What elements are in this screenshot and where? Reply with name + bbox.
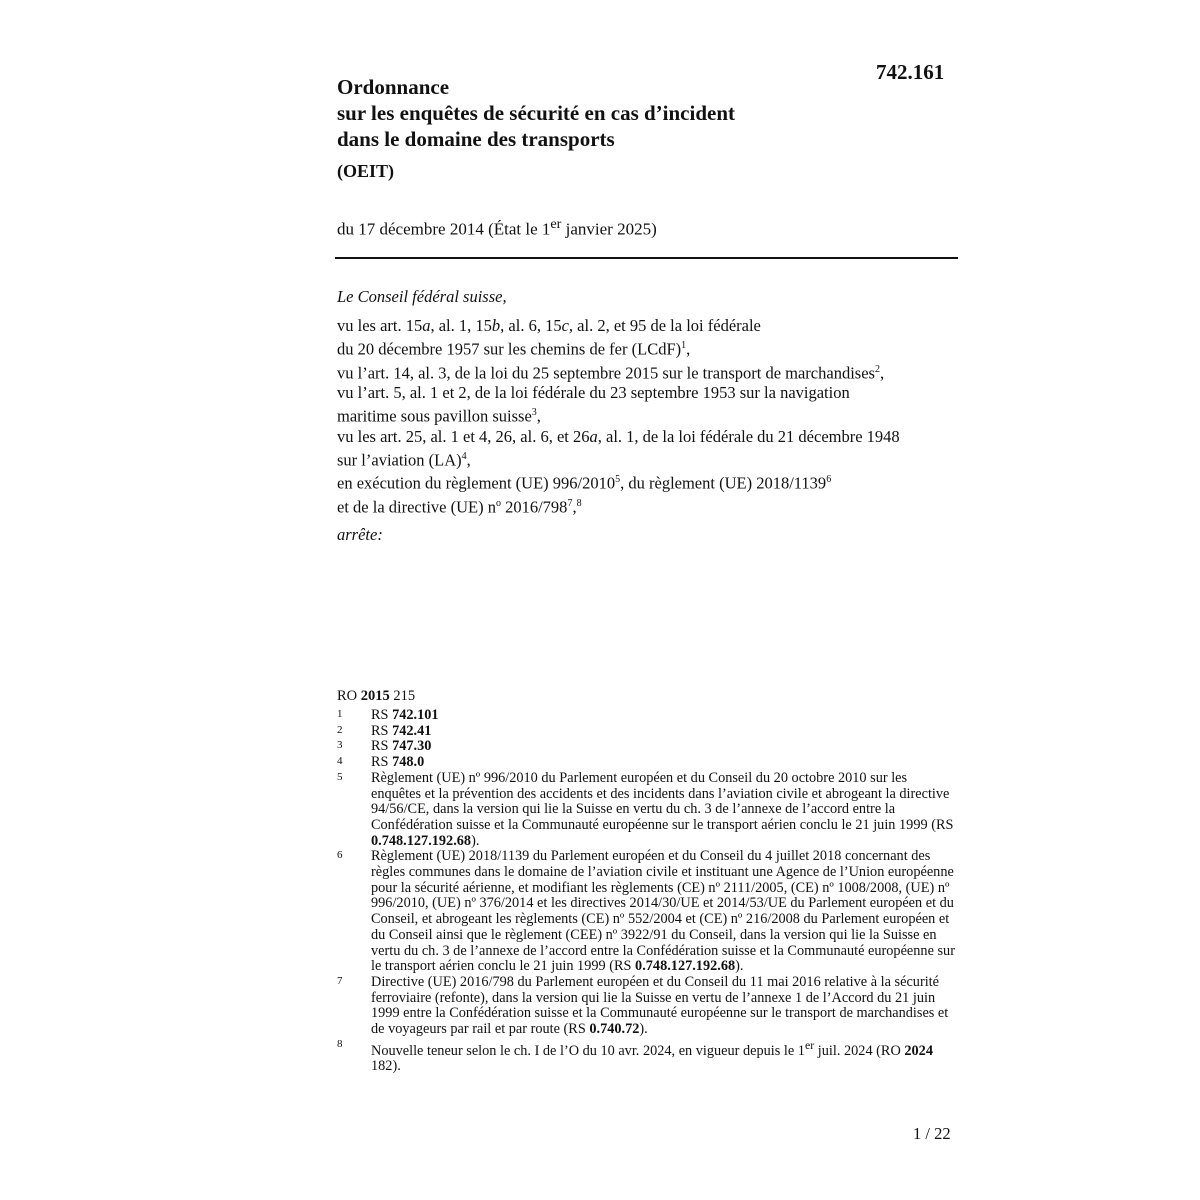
footnote: 7 Directive (UE) 2016/798 du Parlement européen et du Conseil du 11 mai 2016 relative à la sécurité ferroviaire (refonte), dans la version qui lie la Suisse en vertu de l’annexe 1 de l’Accord du 21 juin 1999 entre la Confédération suisse et la Communauté européenne sur le transport de marchandises et de voyageurs par rail et par route (RS 0.740.72). [337, 973, 949, 1038]
rs-link[interactable]: 748.0 [392, 754, 425, 771]
date-prefix: du 17 décembre 2014 (État le 1 [337, 219, 551, 239]
preamble-line: vu les art. 25, al. 1 et 4, 26, al. 6, et 26a, al. 1, de la loi fédérale du 21 décembre 1948 [337, 426, 900, 446]
footnote-ref[interactable]: 2 [874, 363, 880, 375]
footnote-ref[interactable]: 6 [826, 474, 832, 485]
horizontal-rule [335, 257, 958, 259]
date-line [337, 216, 657, 240]
rs-link[interactable]: 742.101 [392, 707, 439, 723]
footnote: 1 RS 742.101 [337, 707, 439, 723]
title-line: dans le domaine des transports [337, 127, 615, 151]
footnote-ref[interactable]: 1 [681, 340, 687, 351]
preamble [337, 287, 977, 545]
rs-link[interactable]: 0.748.127.192.68 [371, 832, 472, 849]
rs-link[interactable]: 0.740.72 [589, 1021, 640, 1038]
footnote: 5 Règlement (UE) nº 996/2010 du Parlement européen et du Conseil du 20 octobre 2010 sur les enquêtes et la prévention des accidents et des incidents dans l’aviation civile et abrogeant la directive 94/56/CE, dans la version qui lie la Suisse en vertu du ch. 3 de l’annexe de l’accord entre la Confédération suisse et la Communauté européenne sur le transport aérien conclu le 21 juin 1999 (RS 0.748.127.192.68). [337, 769, 954, 849]
rs-link[interactable]: 747.30 [392, 738, 432, 755]
title-line: Ordonnance [337, 75, 450, 99]
preamble-line: vu l’art. 14, al. 3, de la loi du 25 septembre 2015 sur le transport de marchandises$^2$, [337, 363, 885, 382]
rs-link[interactable]: 0.748.127.192.68 [635, 958, 736, 975]
preamble-line: vu les art. 15a, al. 1, 15b, al. 6, 15c, al. 2, et 95 de la loi fédérale [337, 316, 761, 335]
ro-reference: RO 2015 215 [337, 688, 416, 704]
footnote-ref[interactable]: 4 [461, 450, 467, 462]
preamble-line: du 20 décembre 1957 sur les chemins de fer (LCdF)$^1$, [337, 339, 691, 359]
footnote-ref[interactable]: 3 [531, 407, 537, 418]
preamble-line: en exécution du règlement (UE) 996/2010$^5$, du règlement (UE) 2018/1139$^6$ [337, 473, 832, 493]
title-line: sur les enquêtes de sécurité en cas d’incident [337, 101, 736, 125]
footnote: 6 Règlement (UE) 2018/1139 du Parlement européen et du Conseil du 4 juillet 2018 concernant des règles communes dans le domaine de l’aviation civile et instituant une Agence de l’Union européenne pour la sécurité aérienne, et modifiant les règlements (CE) nº 2111/2005, (CE) nº 1008/2008, (UE) nº 996/2010, (UE) nº 376/2014 et les directives 2014/30/UE et 2014/53/UE du Parlement européen et du Conseil, et abrogeant les règlements (CE) nº 552/2004 et (CE) nº 216/2008 du Parlement européen et du Conseil ainsi que le règlement (CEE) nº 3922/91 du Conseil, dans la version qui lie la Suisse en vertu du ch. 3 de l’annexe de l’accord entre la Confédération suisse et la Communauté européenne sur le transport aérien conclu le 21 juin 1999 (RS 0.748.127.192.68). [337, 848, 955, 975]
footnote: 8 Nouvelle teneur selon le ch. I de l’O du 10 avr. 2024, en vigueur depuis le 1er juil. 2024 (RO 2024 182). [337, 1037, 933, 1075]
arrete: arrête: [337, 525, 383, 544]
preamble-line: sur l’aviation (LA)$^4$, [337, 450, 471, 469]
footnote-ref[interactable]: 7 [567, 497, 573, 509]
date-suffix: janvier 2025) [561, 219, 657, 239]
footnote: 2 RS 742.41 [337, 722, 432, 739]
ro-link[interactable]: 2024 [904, 1042, 933, 1059]
preamble-line: et de la directive (UE) $n^o$ $2016/798^7,^8$ [337, 497, 582, 516]
preamble-line: maritime sous pavillon suisse$^3$, [337, 406, 541, 426]
rs-link[interactable]: 742.41 [392, 722, 432, 739]
title-abbreviation: (OEIT) [337, 161, 395, 181]
preamble-line: vu l’art. 5, al. 1 et 2, de la loi fédérale du 23 septembre 1953 sur la navigation [337, 383, 850, 402]
issuer: Le Conseil fédéral suisse, [337, 287, 507, 306]
page-number: 1 / 22 [913, 1124, 951, 1143]
footnotes [337, 708, 957, 1075]
document-title [337, 74, 735, 184]
date-sup: er [550, 216, 562, 232]
footnote: 4 RS 748.0 [337, 754, 425, 771]
rs-number: 742.161 [876, 60, 945, 84]
footnote-ref[interactable]: 5 [615, 474, 621, 485]
footnote: 3 RS 747.30 [337, 738, 432, 755]
footnote-ref[interactable]: 8 [576, 497, 582, 509]
